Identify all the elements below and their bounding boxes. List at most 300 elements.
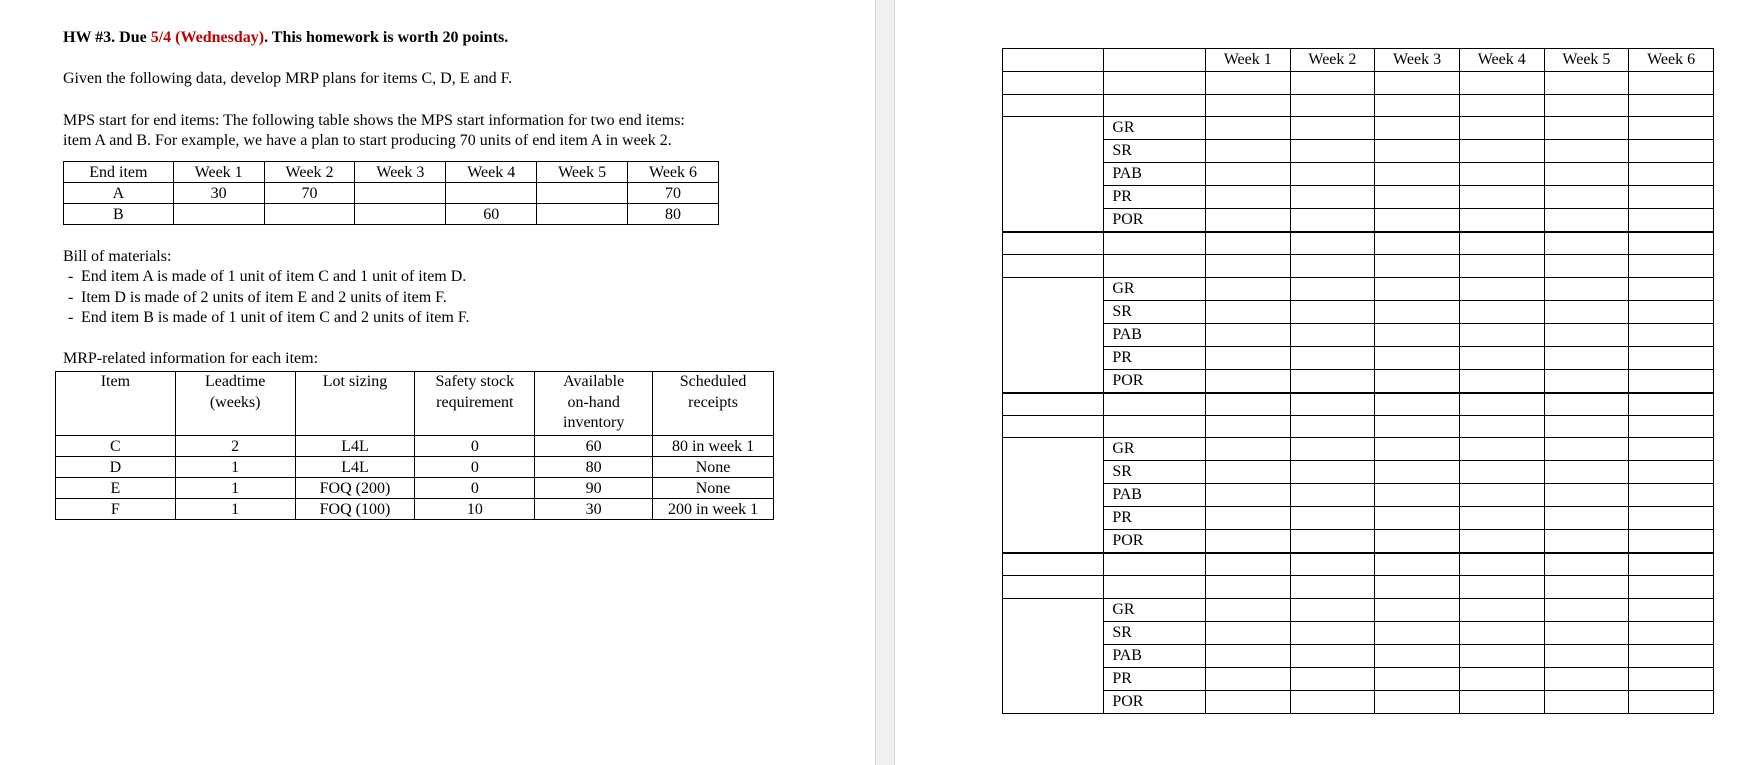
- mrp-row-label: SR: [1104, 140, 1206, 163]
- grid-cell[interactable]: [1290, 667, 1375, 690]
- mrp-grid-body: [1003, 49, 1714, 714]
- mrp-row: [1003, 346, 1714, 369]
- grid-cell[interactable]: [1544, 576, 1629, 599]
- info-header-line: Scheduled: [679, 373, 747, 390]
- grid-cell[interactable]: [1375, 484, 1460, 507]
- grid-cell[interactable]: [1003, 553, 1104, 576]
- mps-cell: [537, 183, 628, 204]
- grid-cell[interactable]: [1205, 369, 1290, 393]
- item-name-cell[interactable]: [1003, 117, 1104, 233]
- grid-cell[interactable]: [1629, 255, 1714, 278]
- info-cell: FOQ (100): [295, 499, 415, 520]
- grid-cell[interactable]: [1459, 598, 1544, 621]
- grid-cell[interactable]: [1003, 415, 1104, 438]
- grid-cell[interactable]: [1375, 323, 1460, 346]
- grid-cell[interactable]: [1290, 117, 1375, 140]
- grid-cell[interactable]: [1459, 369, 1544, 393]
- grid-cell[interactable]: [1544, 140, 1629, 163]
- info-cell: F: [56, 499, 176, 520]
- mps-cell: [173, 204, 264, 225]
- grid-spacer-row: [1003, 72, 1714, 95]
- mps-row: [64, 183, 719, 204]
- grid-spacer-row: [1003, 415, 1714, 438]
- grid-cell[interactable]: [1459, 277, 1544, 300]
- grid-cell[interactable]: [1205, 576, 1290, 599]
- mps-header-cell: Week 5: [537, 162, 628, 183]
- mrp-row-label: POR: [1104, 209, 1206, 233]
- mps-header-row: [64, 162, 719, 183]
- grid-cell[interactable]: [1629, 438, 1714, 461]
- grid-cell[interactable]: [1290, 598, 1375, 621]
- grid-cell[interactable]: [1205, 393, 1290, 416]
- grid-cell[interactable]: [1544, 667, 1629, 690]
- mrp-row: [1003, 484, 1714, 507]
- grid-cell[interactable]: [1459, 163, 1544, 186]
- grid-cell[interactable]: [1104, 393, 1206, 416]
- grid-spacer-row: [1003, 255, 1714, 278]
- info-body: [56, 436, 774, 520]
- info-cell: 30: [535, 499, 653, 520]
- mps-cell: 30: [173, 183, 264, 204]
- info-cell: None: [653, 457, 774, 478]
- grid-cell[interactable]: [1290, 72, 1375, 95]
- grid-cell[interactable]: [1375, 72, 1460, 95]
- info-cell: 0: [415, 478, 535, 499]
- grid-cell[interactable]: [1205, 415, 1290, 438]
- grid-cell[interactable]: [1104, 553, 1206, 576]
- grid-cell[interactable]: [1544, 484, 1629, 507]
- grid-cell[interactable]: [1544, 553, 1629, 576]
- info-header-cell: [535, 372, 653, 436]
- grid-cell[interactable]: [1544, 163, 1629, 186]
- week-header: Week 5: [1544, 49, 1629, 72]
- grid-cell[interactable]: [1629, 530, 1714, 554]
- grid-cell[interactable]: [1205, 530, 1290, 554]
- item-name-cell[interactable]: [1003, 277, 1104, 393]
- grid-cell[interactable]: [1290, 255, 1375, 278]
- grid-cell[interactable]: [1205, 484, 1290, 507]
- grid-cell[interactable]: [1205, 507, 1290, 530]
- mps-header-cell: Week 1: [173, 162, 264, 183]
- mrp-row: [1003, 438, 1714, 461]
- grid-cell[interactable]: [1459, 393, 1544, 416]
- grid-cell[interactable]: [1544, 461, 1629, 484]
- grid-cell[interactable]: [1104, 415, 1206, 438]
- grid-cell[interactable]: [1205, 94, 1290, 117]
- grid-cell[interactable]: [1205, 277, 1290, 300]
- mps-intro-line2: item A and B. For example, we have a plan to start producing 70 units of end item A in week 2.: [63, 132, 672, 149]
- grid-cell[interactable]: [1544, 507, 1629, 530]
- grid-cell[interactable]: [1375, 644, 1460, 667]
- grid-cell[interactable]: [1544, 393, 1629, 416]
- grid-cell[interactable]: [1629, 163, 1714, 186]
- grid-cell[interactable]: [1205, 117, 1290, 140]
- mps-header-cell: End item: [64, 162, 174, 183]
- grid-cell[interactable]: [1205, 461, 1290, 484]
- mrp-worksheet-grid: [1002, 48, 1714, 714]
- grid-cell[interactable]: [1205, 209, 1290, 233]
- grid-cell[interactable]: [1544, 300, 1629, 323]
- grid-cell[interactable]: [1375, 369, 1460, 393]
- grid-cell[interactable]: [1205, 438, 1290, 461]
- item-name-cell[interactable]: [1003, 598, 1104, 713]
- grid-cell[interactable]: [1003, 49, 1104, 72]
- grid-cell[interactable]: [1544, 415, 1629, 438]
- grid-cell[interactable]: [1290, 186, 1375, 209]
- grid-cell[interactable]: [1629, 300, 1714, 323]
- grid-cell[interactable]: [1290, 393, 1375, 416]
- mrp-info-table: [55, 371, 774, 520]
- grid-cell[interactable]: [1375, 140, 1460, 163]
- grid-cell[interactable]: [1205, 621, 1290, 644]
- mps-cell: 80: [628, 204, 719, 225]
- mps-cell: 60: [446, 204, 537, 225]
- left-document-page: [0, 0, 875, 765]
- grid-cell[interactable]: [1459, 644, 1544, 667]
- homework-title: HW #3. Due 5/4 (Wednesday). This homework is worth 20 points.: [63, 29, 509, 46]
- info-header-line: on-hand: [567, 393, 620, 411]
- grid-cell[interactable]: [1290, 369, 1375, 393]
- grid-cell[interactable]: [1375, 553, 1460, 576]
- grid-cell[interactable]: [1290, 484, 1375, 507]
- grid-cell[interactable]: [1459, 484, 1544, 507]
- grid-cell[interactable]: [1459, 117, 1544, 140]
- grid-cell[interactable]: [1544, 72, 1629, 95]
- week-header: Week 6: [1629, 49, 1714, 72]
- grid-cell[interactable]: [1629, 369, 1714, 393]
- grid-cell[interactable]: [1459, 690, 1544, 713]
- grid-cell[interactable]: [1629, 644, 1714, 667]
- grid-cell[interactable]: [1459, 72, 1544, 95]
- grid-cell[interactable]: [1459, 94, 1544, 117]
- grid-spacer-row: [1003, 553, 1714, 576]
- mps-body: [64, 183, 719, 225]
- grid-cell[interactable]: [1205, 690, 1290, 713]
- info-cell: D: [56, 457, 176, 478]
- info-cell: 0: [415, 436, 535, 457]
- mrp-row-label: GR: [1104, 277, 1206, 300]
- grid-header-row: [1003, 49, 1714, 72]
- mrp-row: [1003, 209, 1714, 233]
- grid-cell[interactable]: [1544, 690, 1629, 713]
- grid-cell[interactable]: [1629, 690, 1714, 713]
- grid-cell[interactable]: [1629, 484, 1714, 507]
- grid-cell[interactable]: [1205, 163, 1290, 186]
- grid-cell[interactable]: [1375, 163, 1460, 186]
- grid-cell[interactable]: [1290, 323, 1375, 346]
- grid-cell[interactable]: [1459, 346, 1544, 369]
- mps-intro-line1: MPS start for end items: The following table shows the MPS start information for two end items:: [63, 112, 685, 129]
- grid-cell[interactable]: [1290, 163, 1375, 186]
- mrp-row: [1003, 163, 1714, 186]
- grid-cell[interactable]: [1375, 117, 1460, 140]
- grid-cell[interactable]: [1629, 415, 1714, 438]
- grid-cell[interactable]: [1205, 323, 1290, 346]
- grid-cell[interactable]: [1290, 461, 1375, 484]
- grid-cell[interactable]: [1003, 576, 1104, 599]
- right-document-page: [895, 0, 1756, 765]
- grid-cell[interactable]: [1459, 209, 1544, 233]
- grid-cell[interactable]: [1375, 690, 1460, 713]
- grid-cell[interactable]: [1205, 140, 1290, 163]
- grid-cell[interactable]: [1290, 140, 1375, 163]
- grid-cell[interactable]: [1375, 209, 1460, 233]
- grid-cell[interactable]: [1544, 277, 1629, 300]
- grid-cell[interactable]: [1205, 232, 1290, 255]
- grid-cell[interactable]: [1629, 598, 1714, 621]
- mrp-row-label: PAB: [1104, 644, 1206, 667]
- info-header-line: inventory: [563, 414, 625, 431]
- grid-cell[interactable]: [1629, 576, 1714, 599]
- mrp-row-label: SR: [1104, 300, 1206, 323]
- grid-cell[interactable]: [1629, 94, 1714, 117]
- grid-cell[interactable]: [1104, 49, 1206, 72]
- grid-cell[interactable]: [1459, 323, 1544, 346]
- info-row: [56, 436, 774, 457]
- grid-cell[interactable]: [1290, 415, 1375, 438]
- mrp-row-label: PR: [1104, 507, 1206, 530]
- grid-cell[interactable]: [1375, 346, 1460, 369]
- grid-cell[interactable]: [1629, 667, 1714, 690]
- mrp-row-label: PR: [1104, 667, 1206, 690]
- grid-cell[interactable]: [1205, 72, 1290, 95]
- item-name-cell[interactable]: [1003, 438, 1104, 554]
- grid-cell[interactable]: [1375, 438, 1460, 461]
- mps-header-cell: Week 2: [264, 162, 355, 183]
- grid-spacer-row: [1003, 232, 1714, 255]
- grid-cell[interactable]: [1290, 690, 1375, 713]
- mrp-row: [1003, 461, 1714, 484]
- grid-cell[interactable]: [1459, 232, 1544, 255]
- info-header-line: Leadtime: [204, 373, 266, 390]
- mrp-row: [1003, 690, 1714, 713]
- info-header-line: Safety stock: [435, 373, 515, 390]
- grid-cell[interactable]: [1205, 255, 1290, 278]
- info-table-title: MRP-related information for each item:: [63, 350, 319, 367]
- grid-cell[interactable]: [1544, 255, 1629, 278]
- grid-cell[interactable]: [1544, 232, 1629, 255]
- bom-item: - End item A is made of 1 unit of item C and 1 unit of item D.: [81, 267, 469, 288]
- grid-spacer-row: [1003, 393, 1714, 416]
- grid-cell[interactable]: [1205, 598, 1290, 621]
- grid-cell[interactable]: [1629, 393, 1714, 416]
- grid-cell[interactable]: [1375, 576, 1460, 599]
- info-header-row: [56, 372, 774, 436]
- grid-cell[interactable]: [1375, 393, 1460, 416]
- info-cell: 1: [175, 478, 295, 499]
- grid-cell[interactable]: [1104, 232, 1206, 255]
- info-cell: L4L: [295, 436, 415, 457]
- grid-cell[interactable]: [1629, 186, 1714, 209]
- grid-cell[interactable]: [1459, 621, 1544, 644]
- grid-cell[interactable]: [1629, 72, 1714, 95]
- info-cell: E: [56, 478, 176, 499]
- grid-cell[interactable]: [1459, 576, 1544, 599]
- mrp-row: [1003, 140, 1714, 163]
- grid-cell[interactable]: [1290, 530, 1375, 554]
- grid-cell[interactable]: [1459, 461, 1544, 484]
- grid-cell[interactable]: [1375, 598, 1460, 621]
- grid-cell[interactable]: [1544, 117, 1629, 140]
- grid-cell[interactable]: [1629, 346, 1714, 369]
- mrp-row: [1003, 530, 1714, 554]
- grid-cell[interactable]: [1375, 255, 1460, 278]
- grid-cell[interactable]: [1375, 277, 1460, 300]
- mrp-row-label: PAB: [1104, 484, 1206, 507]
- grid-cell[interactable]: [1459, 415, 1544, 438]
- grid-cell[interactable]: [1290, 644, 1375, 667]
- week-header: Week 4: [1459, 49, 1544, 72]
- mps-cell: [537, 204, 628, 225]
- grid-cell[interactable]: [1629, 209, 1714, 233]
- grid-cell[interactable]: [1459, 507, 1544, 530]
- grid-cell[interactable]: [1629, 277, 1714, 300]
- info-cell: 1: [175, 457, 295, 478]
- mrp-row: [1003, 277, 1714, 300]
- grid-cell[interactable]: [1290, 553, 1375, 576]
- grid-cell[interactable]: [1544, 346, 1629, 369]
- week-header: Week 2: [1290, 49, 1375, 72]
- info-header-line: Item: [100, 373, 131, 390]
- mps-row: [64, 204, 719, 225]
- grid-cell[interactable]: [1629, 553, 1714, 576]
- grid-cell[interactable]: [1459, 530, 1544, 554]
- grid-cell[interactable]: [1003, 94, 1104, 117]
- grid-spacer-row: [1003, 94, 1714, 117]
- grid-cell[interactable]: [1003, 72, 1104, 95]
- grid-cell[interactable]: [1290, 346, 1375, 369]
- info-header-cell: [56, 372, 176, 436]
- mps-cell: [446, 183, 537, 204]
- grid-cell[interactable]: [1375, 507, 1460, 530]
- grid-cell[interactable]: [1375, 667, 1460, 690]
- grid-spacer-row: [1003, 576, 1714, 599]
- grid-cell[interactable]: [1003, 393, 1104, 416]
- grid-cell[interactable]: [1104, 72, 1206, 95]
- mrp-row: [1003, 598, 1714, 621]
- grid-cell[interactable]: [1205, 346, 1290, 369]
- grid-cell[interactable]: [1375, 461, 1460, 484]
- grid-cell[interactable]: [1104, 94, 1206, 117]
- bom-item: - End item B is made of 1 unit of item C and 2 units of item F.: [81, 308, 469, 329]
- info-row: [56, 457, 774, 478]
- mrp-row-label: POR: [1104, 369, 1206, 393]
- grid-cell[interactable]: [1003, 255, 1104, 278]
- grid-cell[interactable]: [1629, 117, 1714, 140]
- grid-cell[interactable]: [1459, 667, 1544, 690]
- mrp-row-label: GR: [1104, 438, 1206, 461]
- grid-cell[interactable]: [1544, 369, 1629, 393]
- grid-cell[interactable]: [1375, 232, 1460, 255]
- grid-cell[interactable]: [1290, 576, 1375, 599]
- grid-cell[interactable]: [1290, 300, 1375, 323]
- grid-cell[interactable]: [1629, 232, 1714, 255]
- grid-cell[interactable]: [1375, 530, 1460, 554]
- grid-cell[interactable]: [1375, 300, 1460, 323]
- info-cell: 200 in week 1: [653, 499, 774, 520]
- info-cell: None: [653, 478, 774, 499]
- mrp-row: [1003, 621, 1714, 644]
- grid-cell[interactable]: [1290, 621, 1375, 644]
- info-header-line: Available: [563, 373, 625, 390]
- grid-cell[interactable]: [1290, 507, 1375, 530]
- info-header-line: receipts: [688, 393, 738, 411]
- grid-cell[interactable]: [1629, 621, 1714, 644]
- grid-cell[interactable]: [1375, 621, 1460, 644]
- grid-cell[interactable]: [1544, 598, 1629, 621]
- grid-cell[interactable]: [1459, 300, 1544, 323]
- info-header-cell: [415, 372, 535, 436]
- grid-cell[interactable]: [1459, 553, 1544, 576]
- grid-cell[interactable]: [1459, 255, 1544, 278]
- grid-cell[interactable]: [1290, 94, 1375, 117]
- mrp-row-label: SR: [1104, 621, 1206, 644]
- mrp-row: [1003, 300, 1714, 323]
- grid-cell[interactable]: [1205, 667, 1290, 690]
- mps-cell: [264, 204, 355, 225]
- info-cell: 0: [415, 457, 535, 478]
- grid-cell[interactable]: [1544, 323, 1629, 346]
- grid-cell[interactable]: [1205, 553, 1290, 576]
- mrp-row-label: POR: [1104, 530, 1206, 554]
- mrp-row-label: PR: [1104, 186, 1206, 209]
- mps-header-cell: Week 3: [355, 162, 446, 183]
- info-cell: L4L: [295, 457, 415, 478]
- info-cell: 80: [535, 457, 653, 478]
- grid-cell[interactable]: [1629, 140, 1714, 163]
- grid-cell[interactable]: [1544, 530, 1629, 554]
- grid-cell[interactable]: [1290, 232, 1375, 255]
- info-header-cell: [175, 372, 295, 436]
- grid-cell[interactable]: [1290, 277, 1375, 300]
- mps-header-cell: Week 6: [628, 162, 719, 183]
- grid-cell[interactable]: [1205, 300, 1290, 323]
- mrp-row-label: PR: [1104, 346, 1206, 369]
- info-cell: 10: [415, 499, 535, 520]
- grid-cell[interactable]: [1205, 644, 1290, 667]
- grid-cell[interactable]: [1205, 186, 1290, 209]
- grid-cell[interactable]: [1375, 415, 1460, 438]
- grid-cell[interactable]: [1375, 186, 1460, 209]
- grid-cell[interactable]: [1544, 209, 1629, 233]
- grid-cell[interactable]: [1003, 232, 1104, 255]
- page-gutter: [875, 0, 895, 765]
- info-cell: FOQ (200): [295, 478, 415, 499]
- grid-cell[interactable]: [1629, 323, 1714, 346]
- grid-cell[interactable]: [1459, 186, 1544, 209]
- grid-cell[interactable]: [1544, 186, 1629, 209]
- grid-cell[interactable]: [1104, 576, 1206, 599]
- grid-cell[interactable]: [1544, 438, 1629, 461]
- grid-cell[interactable]: [1629, 461, 1714, 484]
- grid-cell[interactable]: [1459, 140, 1544, 163]
- mrp-row-label: PAB: [1104, 163, 1206, 186]
- grid-cell[interactable]: [1375, 94, 1460, 117]
- mrp-row-label: PAB: [1104, 323, 1206, 346]
- grid-cell[interactable]: [1459, 438, 1544, 461]
- grid-cell[interactable]: [1544, 644, 1629, 667]
- grid-cell[interactable]: [1104, 255, 1206, 278]
- grid-cell[interactable]: [1629, 507, 1714, 530]
- grid-cell[interactable]: [1290, 209, 1375, 233]
- grid-cell[interactable]: [1544, 94, 1629, 117]
- info-header-line: requirement: [436, 393, 514, 411]
- grid-cell[interactable]: [1290, 438, 1375, 461]
- mps-cell: 70: [628, 183, 719, 204]
- mps-cell: A: [64, 183, 174, 204]
- mps-cell: 70: [264, 183, 355, 204]
- grid-cell[interactable]: [1544, 621, 1629, 644]
